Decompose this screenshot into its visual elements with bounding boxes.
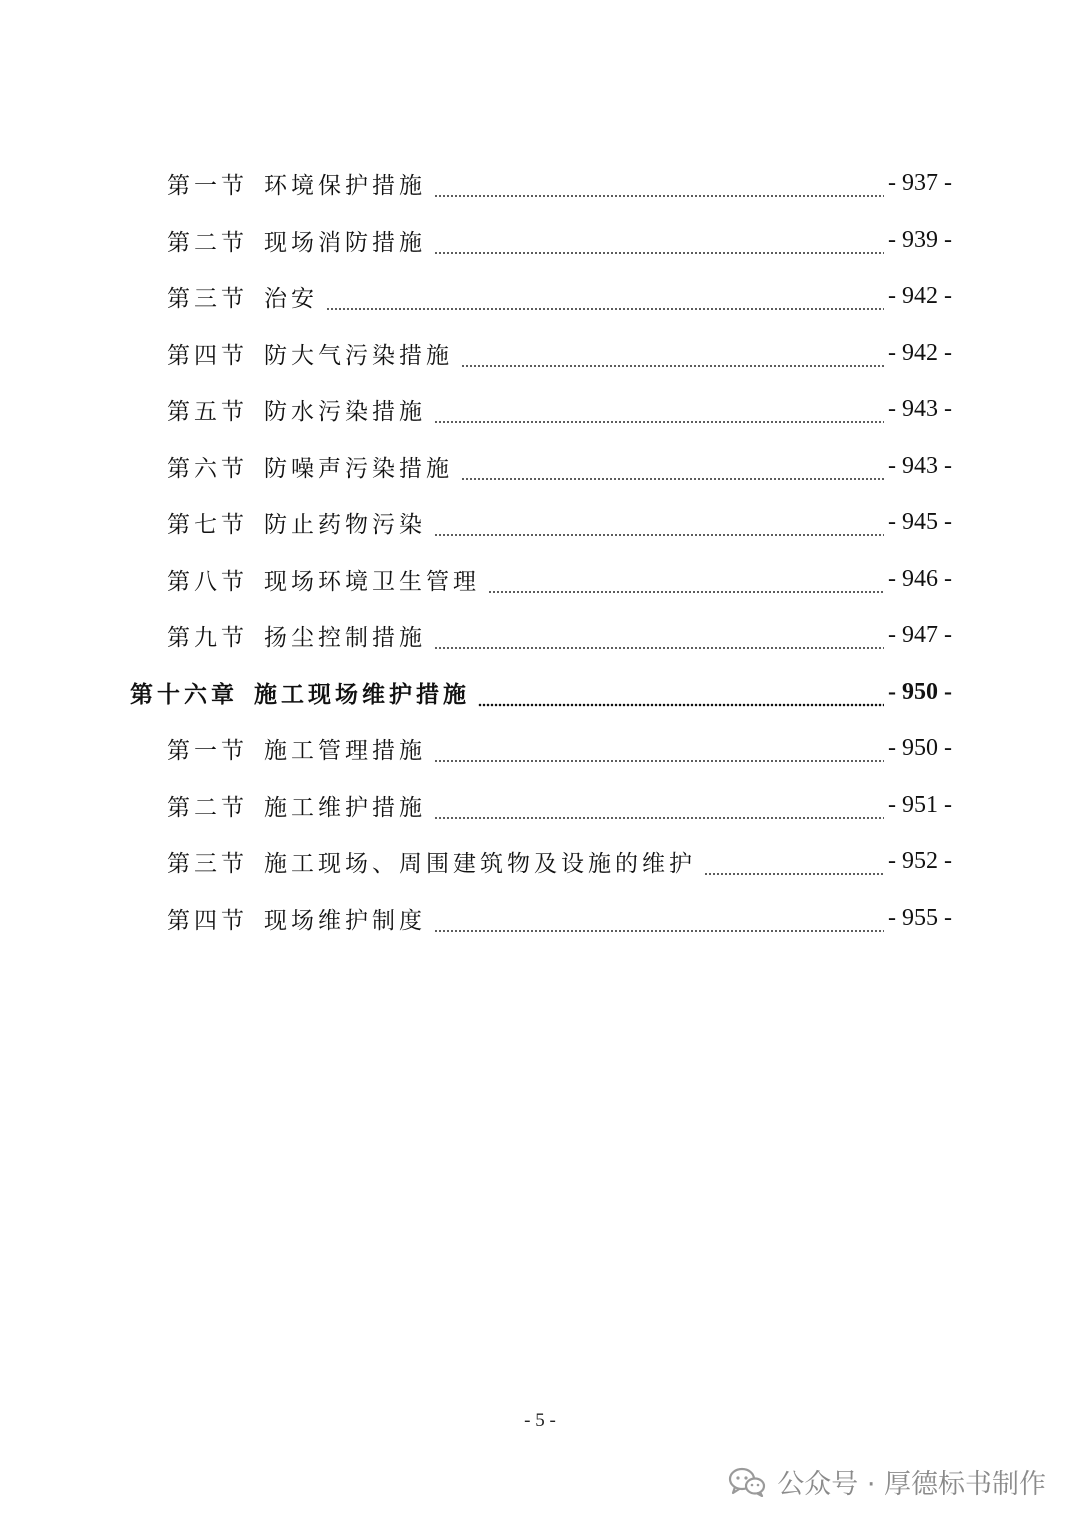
- toc-entry-title: 防水污染措施: [264, 398, 426, 425]
- toc-dot-leader: [478, 685, 884, 707]
- toc-entry: [167, 446, 952, 486]
- toc-entry-title: 治安: [264, 285, 318, 312]
- toc-entry-title: 现场维护制度: [264, 907, 426, 934]
- toc-entry-title: 环境保护措施: [264, 172, 426, 199]
- toc-entry-prefix: 第二节: [167, 794, 248, 821]
- toc-entry-prefix: 第四节: [167, 907, 248, 934]
- toc-entry-prefix: 第五节: [167, 398, 248, 425]
- toc-entry-prefix: 第九节: [167, 624, 248, 651]
- toc-entry-prefix: 第一节: [167, 737, 248, 764]
- toc-entry-page: - 937 -: [888, 169, 952, 196]
- toc-entry-title: 施工现场、周围建筑物及设施的维护: [264, 850, 696, 877]
- toc-entry-page: - 945 -: [888, 508, 952, 535]
- toc-entry-page: - 955 -: [888, 904, 952, 931]
- toc-entry: [167, 728, 952, 768]
- toc-entry-page: - 946 -: [888, 565, 952, 592]
- wechat-icon: [727, 1467, 767, 1497]
- toc-dot-leader: [461, 346, 884, 368]
- toc-dot-leader: [434, 628, 884, 650]
- toc-entry-prefix: 第四节: [167, 342, 248, 369]
- toc-entry: [167, 333, 952, 373]
- toc-dot-leader: [704, 854, 884, 876]
- toc-entry-prefix: 第八节: [167, 568, 248, 595]
- toc-dot-leader: [434, 176, 884, 198]
- toc-chapter-entry: [130, 672, 952, 712]
- toc-entry-prefix: 第二节: [167, 229, 248, 256]
- toc-entry-title: 防止药物污染: [264, 511, 426, 538]
- toc-entry-page: - 943 -: [888, 452, 952, 479]
- toc-entry: [167, 389, 952, 429]
- toc-entry: [167, 785, 952, 825]
- toc-entry-page: - 942 -: [888, 282, 952, 309]
- toc-entry-page: - 951 -: [888, 791, 952, 818]
- toc-entry-title: 施工维护措施: [264, 794, 426, 821]
- toc-entry-title: 扬尘控制措施: [264, 624, 426, 651]
- toc-chapter-title: 施工现场维护措施: [254, 680, 470, 708]
- toc-dot-leader: [434, 233, 884, 255]
- toc-chapter-page: - 950 -: [888, 678, 952, 705]
- toc-entry: [167, 559, 952, 599]
- toc-entry-title: 防噪声污染措施: [264, 455, 453, 482]
- toc-entry-page: - 942 -: [888, 339, 952, 366]
- page-number: - 5 -: [524, 1410, 556, 1431]
- toc-entry-prefix: 第六节: [167, 455, 248, 482]
- toc-entry-page: - 950 -: [888, 734, 952, 761]
- toc-entry: [167, 898, 952, 938]
- toc-entry: [167, 163, 952, 203]
- toc-entry-title: 现场环境卫生管理: [264, 568, 480, 595]
- toc-dot-leader: [434, 402, 884, 424]
- toc-entry: [167, 841, 952, 881]
- toc-dot-leader: [434, 798, 884, 820]
- toc-dot-leader: [461, 459, 884, 481]
- toc-entry-page: - 952 -: [888, 847, 952, 874]
- toc-entry-prefix: 第三节: [167, 285, 248, 312]
- toc-entry-page: - 943 -: [888, 395, 952, 422]
- toc-entry: [167, 502, 952, 542]
- toc-entry: [167, 615, 952, 655]
- toc-dot-leader: [434, 741, 884, 763]
- toc-entry-title: 现场消防措施: [264, 229, 426, 256]
- toc-entry: [167, 220, 952, 260]
- watermark-text: 公众号 · 厚德标书制作: [777, 1469, 1046, 1500]
- toc-entry-title: 施工管理措施: [264, 737, 426, 764]
- toc-entry: [167, 276, 952, 316]
- toc-entry-page: - 939 -: [888, 226, 952, 253]
- watermark: [727, 1462, 1046, 1501]
- toc-entry-title: 防大气污染措施: [264, 342, 453, 369]
- toc-dot-leader: [434, 911, 884, 933]
- toc-dot-leader: [434, 515, 884, 537]
- toc-dot-leader: [488, 572, 884, 594]
- toc-entry-prefix: 第七节: [167, 511, 248, 538]
- toc-dot-leader: [326, 289, 884, 311]
- toc-entry-prefix: 第一节: [167, 172, 248, 199]
- toc-chapter-prefix: 第十六章: [130, 680, 238, 708]
- toc-entry-page: - 947 -: [888, 621, 952, 648]
- toc-entry-prefix: 第三节: [167, 850, 248, 877]
